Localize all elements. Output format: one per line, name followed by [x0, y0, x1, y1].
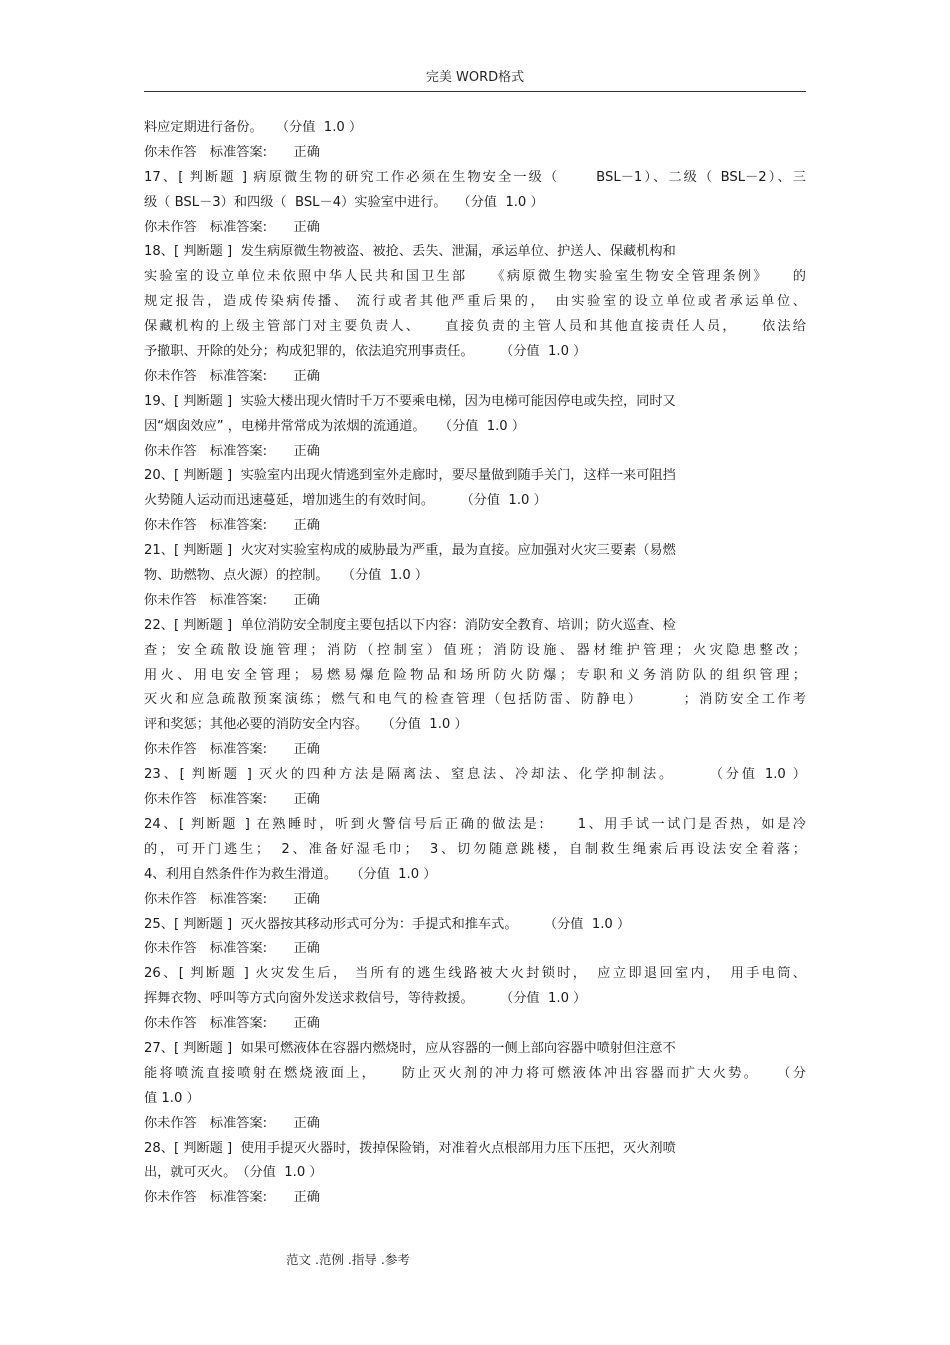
- question-line: 值 1.0 ）: [144, 1090, 200, 1106]
- question-line: 22、[ 判断题 ] 单位消防安全制度主要包括以下内容：消防安全教育、培训；防火巡查、检: [144, 617, 676, 633]
- question-line: 规定报告，造成传染病传播、 流行或者其他严重后果的， 由实验室的设立单位或者承运单位、: [144, 294, 806, 310]
- answer-line: 你未作答 标准答案: 正确: [144, 144, 320, 160]
- question-line: 查；安全疏散设施管理；消防（控制室）值班；消防设施、器材维护管理；火灾隐患整改；: [144, 642, 806, 658]
- answer-line: 你未作答 标准答案: 正确: [144, 592, 320, 608]
- question-line: 物、助燃物、点火源）的控制。 （分值 1.0 ）: [144, 568, 429, 584]
- question-line: 24、[ 判断题 ] 在熟睡时，听到火警信号后正确的做法是: 1、用手试一试门是否热，如是冷: [144, 816, 806, 832]
- question-line: 火势随人运动而迅速蔓延，增加逃生的有效时间。 （分值 1.0 ）: [144, 493, 547, 509]
- question-line: 保藏机构的上级主管部门对主要负责人、 直接负责的主管人员和其他直接责任人员， 依法给: [144, 319, 806, 335]
- answer-line: 你未作答 标准答案: 正确: [144, 1190, 320, 1206]
- header-divider: [144, 91, 806, 92]
- question-line: 实验室的设立单位未依照中华人民共和国卫生部 《病原微生物实验室生物安全管理条例》 的: [144, 269, 806, 285]
- question-line: 用火、用电安全管理；易燃易爆危险物品和场所防火防爆；专职和义务消防队的组织管理；: [144, 667, 806, 683]
- document-body: [144, 116, 806, 1211]
- question-line: 27、[ 判断题 ] 如果可燃液体在容器内燃烧时，应从容器的一侧上部向容器中喷射但注意不: [144, 1040, 676, 1056]
- question-line: 出，就可灭火。 （分值 1.0 ）: [144, 1165, 323, 1181]
- page-footer: 范文 .范例 .指导 .参考: [286, 1252, 410, 1267]
- question-line: 评和奖惩；其他必要的消防安全内容。 （分值 1.0 ）: [144, 717, 468, 733]
- question-line: 挥舞衣物、呼叫等方式向窗外发送求救信号，等待救援。 （分值 1.0 ）: [144, 991, 587, 1007]
- question-line: 23、[ 判断题 ] 灭火的四种方法是隔离法、窒息法、冷却法、化学抑制法。 （分值 1.0 ）: [144, 767, 806, 783]
- question-line: 21、[ 判断题 ] 火灾对实验室构成的威胁最为严重，最为直接。应加强对火灾三要素（易燃: [144, 543, 676, 559]
- question-line: 级（ BSL－3）和四级（ BSL－4）实验室中进行。 （分值 1.0 ）: [144, 194, 544, 210]
- question-line: 能将喷流直接喷射在燃烧液面上， 防止灭火剂的冲力将可燃液体冲出容器而扩大火势。 （分: [144, 1065, 806, 1081]
- answer-line: 你未作答 标准答案: 正确: [144, 518, 320, 534]
- question-line: 灭火和应急疏散预案演练；燃气和电气的检查管理（包括防雷、防静电） ；消防安全工作考: [144, 692, 806, 708]
- question-line: 料应定期进行备份。 （分值 1.0 ）: [144, 120, 363, 135]
- answer-line: 你未作答 标准答案: 正确: [144, 443, 320, 459]
- answer-line: 你未作答 标准答案: 正确: [144, 941, 320, 957]
- question-line: 17、[ 判断题 ] 病原微生物的研究工作必须在生物安全一级（ BSL－1）、二级（ BSL－2）、三: [144, 169, 806, 185]
- answer-line: 你未作答 标准答案: 正确: [144, 368, 320, 384]
- question-line: 18、[ 判断题 ] 发生病原微生物被盗、被抢、丢失、泄漏，承运单位、护送人、保藏机构和: [144, 244, 676, 260]
- answer-line: 你未作答 标准答案: 正确: [144, 792, 320, 808]
- question-line: 予撤职、开除的处分；构成犯罪的，依法追究刑事责任。 （分值 1.0 ）: [144, 344, 587, 360]
- answer-line: 你未作答 标准答案: 正确: [144, 1016, 320, 1032]
- question-line: 25、[ 判断题 ] 灭火器按其移动形式可分为：手提式和推车式。 （分值 1.0 ）: [144, 916, 631, 932]
- question-line: 19、[ 判断题 ] 实验大楼出现火情时千万不要乘电梯，因为电梯可能因停电或失控，同时又: [144, 393, 676, 409]
- question-line: 28、[ 判断题 ] 使用手提灭火器时，拨掉保险销，对准着火点根部用力压下压把，灭火剂喷: [144, 1140, 676, 1156]
- question-line: 4、利用自然条件作为救生滑道。 （分值 1.0 ）: [144, 866, 437, 882]
- page-header: 完美 WORD格式: [425, 70, 525, 85]
- question-line: 的，可开门逃生； 2、准备好湿毛巾； 3、切勿随意跳楼，自制救生绳索后再设法安全着落；: [144, 841, 806, 857]
- answer-line: 你未作答 标准答案: 正确: [144, 219, 320, 235]
- answer-line: 你未作答 标准答案: 正确: [144, 1115, 320, 1131]
- answer-line: 你未作答 标准答案: 正确: [144, 742, 320, 758]
- answer-line: 你未作答 标准答案: 正确: [144, 891, 320, 907]
- question-line: 26、[ 判断题 ] 火灾发生后， 当所有的逃生线路被大火封锁时， 应立即退回室内， 用手电筒、: [144, 966, 806, 982]
- question-line: 因“烟囱效应” ，电梯井常常成为浓烟的流通道。 （分值 1.0 ）: [144, 418, 526, 434]
- question-line: 20、[ 判断题 ] 实验室内出现火情逃到室外走廊时，要尽量做到随手关门，这样一来可阻挡: [144, 468, 676, 484]
